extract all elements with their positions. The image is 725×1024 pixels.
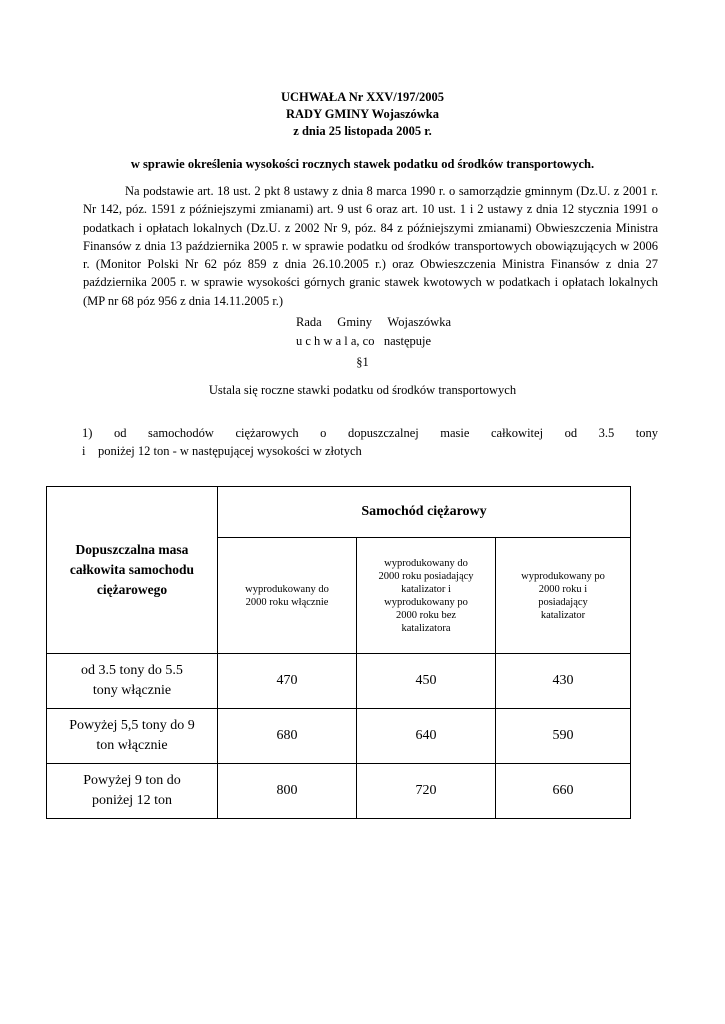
item-1-line-2: i poniżej 12 ton - w następującej wysokości w złotych: [82, 444, 362, 458]
section-intro: Ustala się roczne stawki podatku od środków transportowych: [208, 383, 517, 397]
table-row: [47, 709, 631, 764]
council-line-1: Rada Gminy Wojaszówka: [296, 315, 451, 329]
rate-cell: 450: [357, 654, 496, 709]
col-header-1-text: wyprodukowany do 2000 roku włącznie: [245, 583, 329, 608]
tax-rate-table: [46, 486, 631, 819]
rate-cell: 800: [218, 764, 357, 819]
rate-cell: 590: [496, 709, 631, 764]
table-row: [47, 654, 631, 709]
table-row: [47, 764, 631, 819]
rate-cell: 680: [218, 709, 357, 764]
row-label-text: od 3.5 tony do 5.5 tony włącznie: [81, 663, 183, 698]
col-header-3-text: wyprodukowany po 2000 roku i posiadający katalizator: [521, 570, 605, 621]
col-header-3: [496, 538, 631, 654]
item-1-line-1: 1) od samochodów ciężarowych o dopuszczalnej masie całkowitej od 3.5 tony: [82, 426, 658, 440]
resolution-subject: w sprawie określenia wysokości rocznych stawek podatku od środków transportowych.: [130, 157, 595, 171]
row-label: [47, 654, 218, 709]
rate-cell: 660: [496, 764, 631, 819]
rate-cell: 430: [496, 654, 631, 709]
col-header-2-text: wyprodukowany do 2000 roku posiadający katalizator i wyprodukowany po 2000 roku bez katalizatora: [378, 557, 474, 634]
legal-basis-paragraph: Na podstawie art. 18 ust. 2 pkt 8 ustawy z dnia 8 marca 1990 r. o samorządzie gminnym (Dz.U. z 2001 r. Nr 142, póz. 1591 z późniejszymi zmianami) art. 9 ust 6 oraz art. 10 ust. 1 i 2 ustawy z dnia 12 stycznia 1991 o podatkach i opłatach lokalnych (Dz.U. z 2002 Nr 9, póz. 84 z późniejszymi zmianami) Obwieszczenia Ministra Finansów z dnia 13 października 2005 r. w sprawie podatku od środków transportowych obowiązujących w 2006 r. (Monitor Polski Nr 62 póz 859 z dnia 26.10.2005 r.) oraz Obwieszczenia Ministra Finansów z dnia 27 października 2005 r. w sprawie wysokości górnych granic stawek kwotowych w podatkach i opłatach lokalnych (MP nr 68 póz 956 z dnia 14.11.2005 r.): [83, 184, 658, 308]
section-marker: §1: [356, 355, 369, 369]
resolution-date: z dnia 25 listopada 2005 r.: [293, 124, 432, 138]
mass-header-cell: [47, 487, 218, 654]
mass-header: Dopuszczalna masa całkowita samochodu ciężarowego: [69, 542, 195, 597]
rate-cell: 720: [357, 764, 496, 819]
col-header-1: [218, 538, 357, 654]
row-label: [47, 764, 218, 819]
row-label: [47, 709, 218, 764]
council-resolves: [296, 313, 451, 351]
rate-cell: 640: [357, 709, 496, 764]
council-name: RADY GMINY Wojaszówka: [285, 107, 439, 121]
council-line-2: u c h w a l a, co następuje: [296, 334, 432, 348]
row-label-text: Powyżej 9 ton do poniżej 12 ton: [83, 773, 181, 808]
col-header-2: [357, 538, 496, 654]
truck-header: Samochód ciężarowy: [218, 487, 631, 538]
resolution-number: UCHWAŁA Nr XXV/197/2005: [281, 90, 444, 104]
rate-cell: 470: [218, 654, 357, 709]
row-label-text: Powyżej 5,5 tony do 9 ton włącznie: [69, 718, 195, 753]
